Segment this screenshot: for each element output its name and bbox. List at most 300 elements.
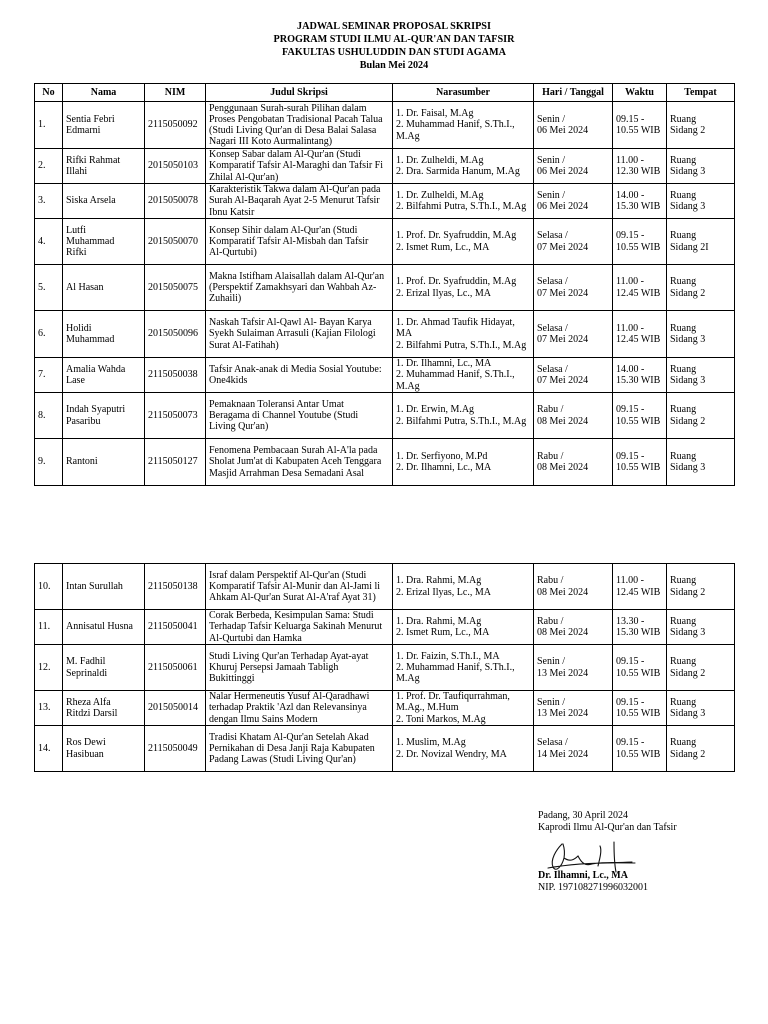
examiners-line: 1. Dr. Zulheldi, M.Ag bbox=[396, 189, 484, 201]
table-row bbox=[35, 311, 735, 358]
table-row bbox=[35, 645, 735, 691]
day-date-line: Rabu / bbox=[537, 450, 564, 462]
student-name-line: Indah Syaputri bbox=[66, 404, 126, 416]
thesis-title-line: Makna Istifham Alaisallah dalam Al-Qur'an bbox=[209, 270, 385, 282]
thesis-title-line: Fenomena Pembacaan Surah Al-A'la pada bbox=[209, 445, 378, 457]
student-nim: 2115050061 bbox=[145, 645, 206, 691]
day-date bbox=[534, 358, 613, 393]
day-date bbox=[534, 265, 613, 311]
thesis-title-line: Corak Berbeda, Kesimpulan Sama: Studi bbox=[209, 610, 374, 622]
time-line: 09.15 - bbox=[616, 450, 645, 462]
signature-position: Kaprodi Ilmu Al-Qur'an dan Tafsir bbox=[538, 821, 677, 833]
day-date bbox=[534, 219, 613, 265]
examiners-line: 1. Dr. Ahmad Taufik Hidayat, bbox=[396, 317, 515, 329]
room-line: Ruang bbox=[670, 737, 697, 749]
table-row bbox=[35, 149, 735, 184]
thesis-title-line: Komparatif Tafsir Al-Munir dan Al-Jami li bbox=[209, 580, 381, 592]
time-line: 09.15 - bbox=[616, 696, 645, 708]
day-date-line: Senin / bbox=[537, 154, 566, 166]
student-name-line: Rheza Alfa bbox=[66, 696, 111, 708]
row-number: 11. bbox=[35, 610, 63, 645]
room bbox=[667, 726, 735, 772]
student-nim: 2115050038 bbox=[145, 358, 206, 393]
time-line: 10.55 WIB bbox=[616, 241, 661, 253]
time bbox=[613, 149, 667, 184]
examiners bbox=[393, 102, 534, 149]
student-name-line: Illahi bbox=[66, 166, 88, 177]
room-line: Ruang bbox=[670, 404, 697, 416]
day-date-line: 07 Mei 2024 bbox=[537, 375, 589, 386]
examiners-line: 2. Ismet Rum, Lc., MA bbox=[396, 627, 490, 638]
day-date-line: Senin / bbox=[537, 189, 566, 201]
time-line: 15.30 WIB bbox=[616, 627, 661, 638]
row-number: 9. bbox=[35, 439, 63, 486]
student-name-line: Muhammad bbox=[66, 235, 115, 247]
thesis-title-line: Konsep Sabar dalam Al-Qur'an (Studi bbox=[209, 149, 361, 161]
table-row bbox=[35, 102, 735, 149]
table-header-row bbox=[35, 84, 735, 102]
room-line: Sidang 3 bbox=[670, 334, 706, 345]
column-header-nim: NIM bbox=[145, 84, 206, 102]
time-line: 11.00 - bbox=[616, 276, 644, 288]
time bbox=[613, 610, 667, 645]
examiners-line: 2. Dr. Ilhamni, Lc., MA bbox=[396, 462, 492, 473]
row-number: 4. bbox=[35, 219, 63, 265]
examiners-line: 1. Dra. Rahmi, M.Ag bbox=[396, 615, 482, 627]
examiners bbox=[393, 149, 534, 184]
student-name-line: Hasibuan bbox=[66, 748, 104, 760]
examiners-line: 1. Prof. Dr. Taufiqurrahman, bbox=[396, 691, 510, 703]
room bbox=[667, 265, 735, 311]
time-line: 09.15 - bbox=[616, 656, 645, 668]
thesis-title-line: Komparatif Tafsir Al-Misbah dan Tafsir bbox=[209, 235, 369, 247]
examiners-line: 2. Toni Markos, M.Ag bbox=[396, 713, 486, 725]
thesis-title-line: Masjid Arrahman Desa Semadani Asal bbox=[209, 467, 364, 479]
thesis-title bbox=[206, 149, 393, 184]
room bbox=[667, 184, 735, 219]
student-name bbox=[63, 265, 145, 311]
student-name bbox=[63, 358, 145, 393]
time-line: 10.55 WIB bbox=[616, 415, 661, 427]
student-name bbox=[63, 439, 145, 486]
table-row bbox=[35, 564, 735, 610]
day-date-line: 08 Mei 2024 bbox=[537, 586, 589, 598]
student-nim: 2115050127 bbox=[145, 439, 206, 486]
time bbox=[613, 726, 667, 772]
row-number: 5. bbox=[35, 265, 63, 311]
thesis-title-line: Tafsir Anak-anak di Media Sosial Youtube: bbox=[209, 363, 382, 375]
thesis-title-line: Karakteristik Takwa dalam Al-Qur'an pada bbox=[209, 184, 381, 196]
thesis-title-line: Zuhaili) bbox=[209, 293, 242, 305]
student-nim: 2115050073 bbox=[145, 393, 206, 439]
room-line: Ruang bbox=[670, 189, 697, 201]
examiners-line: M.Ag bbox=[396, 380, 420, 392]
student-name bbox=[63, 311, 145, 358]
thesis-title-line: One4kids bbox=[209, 375, 248, 386]
thesis-title-line: Ahkam Al-Qur'an Surat Al-A'raf Ayat 31) bbox=[209, 592, 376, 604]
room-line: Sidang 2 bbox=[670, 125, 706, 136]
thesis-title-line: Konsep Sihir dalam Al-Qur'an (Studi bbox=[209, 224, 358, 236]
column-header-judul: Judul Skripsi bbox=[206, 84, 393, 102]
examiners-line: MA bbox=[396, 328, 413, 340]
day-date bbox=[534, 311, 613, 358]
table-row bbox=[35, 691, 735, 726]
row-number: 2. bbox=[35, 149, 63, 184]
day-date bbox=[534, 645, 613, 691]
thesis-title-line: (Studi Living Qur'an di Desa Balai Salasa bbox=[209, 125, 377, 136]
table-row bbox=[35, 439, 735, 486]
student-name-line: Al Hasan bbox=[66, 281, 104, 293]
time bbox=[613, 439, 667, 486]
time-line: 10.55 WIB bbox=[616, 462, 661, 473]
table-row bbox=[35, 219, 735, 265]
thesis-title-line: Khuruj Persepsi Jamaah Tabligh bbox=[209, 661, 339, 673]
student-name bbox=[63, 393, 145, 439]
student-name-line: Muhammad bbox=[66, 334, 115, 345]
day-date-line: Rabu / bbox=[537, 575, 564, 587]
day-date-line: Rabu / bbox=[537, 404, 564, 416]
thesis-title-line: Pernikahan di Desa Janji Raja Kabupaten bbox=[209, 742, 375, 754]
examiners-line: 2. Ismet Rum, Lc., MA bbox=[396, 241, 490, 253]
thesis-title-line: (Perspektif Zamakhsyari dan Wahbah Az- bbox=[209, 281, 377, 293]
thesis-title-line: Studi Living Qur'an Terhadap Ayat-ayat bbox=[209, 650, 369, 662]
room bbox=[667, 564, 735, 610]
student-name-line: M. Fadhil bbox=[66, 656, 106, 668]
signer-name: Dr. Ilhamni, Lc., MA bbox=[538, 870, 628, 881]
examiners-line: M.Ag bbox=[396, 673, 420, 685]
time-line: 11.00 - bbox=[616, 322, 644, 334]
time-line: 11.00 - bbox=[616, 575, 644, 587]
student-name-line: Siska Arsela bbox=[66, 195, 116, 207]
examiners-line: 1. Prof. Dr. Syafruddin, M.Ag bbox=[396, 230, 517, 242]
student-name bbox=[63, 149, 145, 184]
time-line: 10.55 WIB bbox=[616, 748, 661, 760]
column-header-nama: Nama bbox=[63, 84, 145, 102]
student-name-line: Amalia Wahda bbox=[66, 363, 126, 375]
time-line: 14.00 - bbox=[616, 189, 645, 201]
header-faculty: FAKULTAS USHULUDDIN DAN STUDI AGAMA bbox=[282, 47, 506, 58]
room bbox=[667, 149, 735, 184]
day-date bbox=[534, 439, 613, 486]
student-nim: 2015050075 bbox=[145, 265, 206, 311]
room-line: Sidang 3 bbox=[670, 201, 706, 212]
room bbox=[667, 311, 735, 358]
student-name bbox=[63, 726, 145, 772]
table-row bbox=[35, 393, 735, 439]
examiners bbox=[393, 439, 534, 486]
student-name bbox=[63, 184, 145, 219]
thesis-title bbox=[206, 645, 393, 691]
student-name bbox=[63, 564, 145, 610]
day-date-line: 06 Mei 2024 bbox=[537, 166, 589, 177]
room bbox=[667, 439, 735, 486]
day-date-line: Senin / bbox=[537, 113, 566, 125]
column-header-hari-tanggal: Hari / Tanggal bbox=[534, 84, 613, 102]
row-number: 1. bbox=[35, 102, 63, 149]
row-number: 13. bbox=[35, 691, 63, 726]
column-header-tempat: Tempat bbox=[667, 84, 735, 102]
room-line: Ruang bbox=[670, 696, 697, 708]
table-row bbox=[35, 726, 735, 772]
examiners-line: 1. Dr. Erwin, M.Ag bbox=[396, 404, 475, 416]
thesis-title bbox=[206, 564, 393, 610]
examiners bbox=[393, 645, 534, 691]
thesis-title-line: Living Qur'an) bbox=[209, 421, 269, 433]
examiners bbox=[393, 265, 534, 311]
time-line: 12.45 WIB bbox=[616, 586, 661, 598]
examiners-line: 1. Muslim, M.Ag bbox=[396, 737, 466, 749]
room-line: Ruang bbox=[670, 363, 697, 375]
table-row bbox=[35, 184, 735, 219]
time-line: 09.15 - bbox=[616, 737, 645, 749]
day-date-line: Selasa / bbox=[537, 230, 568, 242]
student-name-line: Seprinaldi bbox=[66, 667, 108, 679]
student-name-line: Ros Dewi bbox=[66, 737, 106, 749]
examiners-line: 1. Dr. Faizin, S.Th.I., MA bbox=[396, 650, 500, 662]
thesis-title bbox=[206, 184, 393, 219]
day-date-line: Selasa / bbox=[537, 322, 568, 334]
examiners-line: 2. Bilfahmi Putra, S.Th.I., M.Ag bbox=[396, 339, 527, 351]
student-name-line: Edmarni bbox=[66, 125, 101, 136]
time bbox=[613, 393, 667, 439]
examiners bbox=[393, 184, 534, 219]
thesis-title-line: terhadap Praktik 'Azl dan Relevansinya bbox=[209, 702, 367, 714]
student-nim: 2015050070 bbox=[145, 219, 206, 265]
student-nim: 2115050092 bbox=[145, 102, 206, 149]
time-line: 11.00 - bbox=[616, 154, 644, 166]
time-line: 15.30 WIB bbox=[616, 201, 661, 212]
time-line: 15.30 WIB bbox=[616, 375, 661, 386]
student-name-line: Rifki bbox=[66, 247, 87, 259]
time-line: 10.55 WIB bbox=[616, 708, 661, 719]
row-number: 8. bbox=[35, 393, 63, 439]
thesis-title bbox=[206, 102, 393, 149]
examiners bbox=[393, 311, 534, 358]
student-name bbox=[63, 645, 145, 691]
thesis-title-line: Syekh Sulaiman Arrasuli (Kajian Filologi bbox=[209, 328, 376, 340]
student-name-line: Rantoni bbox=[66, 456, 98, 468]
room bbox=[667, 691, 735, 726]
day-date-line: 07 Mei 2024 bbox=[537, 241, 589, 253]
thesis-title-line: Tradisi Khatam Al-Qur'an Setelah Akad bbox=[209, 731, 369, 743]
thesis-title-line: Al-Qurtubi) bbox=[209, 247, 257, 259]
time-line: 09.15 - bbox=[616, 113, 645, 125]
room bbox=[667, 393, 735, 439]
day-date bbox=[534, 102, 613, 149]
examiners-line: 2. Bilfahmi Putra, S.Th.I., M.Ag bbox=[396, 415, 527, 427]
header-title: JADWAL SEMINAR PROPOSAL SKRIPSI bbox=[297, 21, 491, 32]
day-date-line: 13 Mei 2024 bbox=[537, 708, 589, 719]
time-line: 12.30 WIB bbox=[616, 166, 661, 177]
examiners-line: M.Ag bbox=[396, 130, 420, 142]
day-date-line: 06 Mei 2024 bbox=[537, 125, 589, 136]
examiners-line: 2. Dr. Novizal Wendry, MA bbox=[396, 748, 507, 760]
room-line: Ruang bbox=[670, 450, 697, 462]
column-header-waktu: Waktu bbox=[613, 84, 667, 102]
room-line: Sidang 2 bbox=[670, 667, 706, 679]
thesis-title-line: Terhadap Tafsir Keluarga Sakinah Menurut bbox=[209, 621, 383, 633]
handwritten-signature bbox=[540, 832, 640, 876]
thesis-title bbox=[206, 439, 393, 486]
examiners bbox=[393, 393, 534, 439]
schedule-table-part-1 bbox=[34, 83, 735, 486]
day-date bbox=[534, 184, 613, 219]
student-name bbox=[63, 102, 145, 149]
day-date bbox=[534, 564, 613, 610]
room-line: Sidang 3 bbox=[670, 462, 706, 473]
student-nim: 2015050078 bbox=[145, 184, 206, 219]
room-line: Sidang 2 bbox=[670, 748, 706, 760]
examiners-line: 2. Muhammad Hanif, S.Th.I., bbox=[396, 661, 515, 673]
room-line: Sidang 2I bbox=[670, 241, 709, 253]
thesis-title bbox=[206, 393, 393, 439]
student-name-line: Sentia Febri bbox=[66, 113, 115, 125]
student-name-line: Intan Surullah bbox=[66, 580, 123, 592]
day-date bbox=[534, 726, 613, 772]
thesis-title-line: Proses Pengobatan Tradisional Pacah Talua bbox=[209, 113, 383, 125]
time bbox=[613, 219, 667, 265]
thesis-title-line: Surat Al-Fatihah) bbox=[209, 339, 279, 351]
column-header-narasumber: Narasumber bbox=[393, 84, 534, 102]
day-date-line: Senin / bbox=[537, 656, 566, 668]
day-date bbox=[534, 691, 613, 726]
student-name-line: Ritdzi Darsil bbox=[66, 708, 118, 719]
day-date-line: 07 Mei 2024 bbox=[537, 287, 589, 299]
room bbox=[667, 645, 735, 691]
thesis-title-line: Zhilal Al-Qur'an) bbox=[209, 171, 279, 183]
room-line: Ruang bbox=[670, 615, 697, 627]
student-name-line: Annisatul Husna bbox=[66, 621, 133, 633]
room-line: Sidang 3 bbox=[670, 375, 706, 386]
thesis-title-line: Sholat Jum'at di Kabupaten Aceh Tenggara bbox=[209, 456, 382, 468]
thesis-title-line: Naskah Tafsir Al-Qawl Al- Bayan Karya bbox=[209, 317, 372, 329]
room-line: Sidang 3 bbox=[670, 708, 706, 719]
day-date-line: Selasa / bbox=[537, 276, 568, 288]
header-program: PROGRAM STUDI ILMU AL-QUR'AN DAN TAFSIR bbox=[273, 34, 515, 45]
thesis-title bbox=[206, 265, 393, 311]
examiners-line: 1. Prof. Dr. Syafruddin, M.Ag bbox=[396, 276, 517, 288]
room bbox=[667, 358, 735, 393]
thesis-title bbox=[206, 726, 393, 772]
examiners-line: 1. Dr. Serfiyono, M.Pd bbox=[396, 450, 488, 462]
time bbox=[613, 691, 667, 726]
table-row bbox=[35, 358, 735, 393]
signature-place-date: Padang, 30 April 2024 bbox=[538, 810, 628, 821]
room-line: Sidang 2 bbox=[670, 586, 706, 598]
thesis-title-line: Beragama di Channel Youtube (Studi bbox=[209, 409, 359, 421]
day-date bbox=[534, 149, 613, 184]
room-line: Sidang 2 bbox=[670, 287, 706, 299]
day-date-line: Senin / bbox=[537, 696, 566, 708]
examiners bbox=[393, 610, 534, 645]
room-line: Ruang bbox=[670, 276, 697, 288]
room-line: Ruang bbox=[670, 575, 697, 587]
row-number: 12. bbox=[35, 645, 63, 691]
student-name-line: Holidi bbox=[66, 322, 92, 334]
room-line: Ruang bbox=[670, 656, 697, 668]
day-date-line: 08 Mei 2024 bbox=[537, 462, 589, 473]
room-line: Sidang 3 bbox=[670, 166, 706, 177]
time bbox=[613, 184, 667, 219]
examiners-line: 2. Erizal Ilyas, Lc., MA bbox=[396, 287, 491, 299]
time-line: 13.30 - bbox=[616, 615, 645, 627]
room-line: Sidang 3 bbox=[670, 627, 706, 638]
time-line: 12.45 WIB bbox=[616, 287, 661, 299]
time-line: 14.00 - bbox=[616, 363, 645, 375]
thesis-title bbox=[206, 358, 393, 393]
row-number: 6. bbox=[35, 311, 63, 358]
student-name bbox=[63, 219, 145, 265]
thesis-title-line: Israf dalam Perspektif Al-Qur'an (Studi bbox=[209, 569, 367, 581]
header-month: Bulan Mei 2024 bbox=[359, 60, 429, 71]
day-date-line: 14 Mei 2024 bbox=[537, 748, 589, 760]
student-nim: 2115050138 bbox=[145, 564, 206, 610]
day-date-line: 06 Mei 2024 bbox=[537, 201, 589, 212]
student-name-line: Rifki Rahmat bbox=[66, 154, 121, 166]
signer-nip: NIP. 197108271996032001 bbox=[538, 881, 649, 893]
examiners bbox=[393, 691, 534, 726]
examiners-line: 1. Dr. Zulheldi, M.Ag bbox=[396, 154, 484, 166]
day-date-line: 08 Mei 2024 bbox=[537, 627, 589, 638]
day-date-line: Rabu / bbox=[537, 615, 564, 627]
day-date-line: Selasa / bbox=[537, 363, 568, 375]
day-date-line: Selasa / bbox=[537, 737, 568, 749]
student-nim: 2015050096 bbox=[145, 311, 206, 358]
examiners-line: 1. Dr. Ilhamni, Lc., MA bbox=[396, 358, 492, 370]
thesis-title-line: Padang Lawas (Studi Living Qur'an) bbox=[209, 754, 356, 766]
row-number: 10. bbox=[35, 564, 63, 610]
examiners bbox=[393, 564, 534, 610]
time bbox=[613, 645, 667, 691]
time-line: 12.45 WIB bbox=[616, 334, 661, 345]
time-line: 10.55 WIB bbox=[616, 125, 661, 136]
room bbox=[667, 610, 735, 645]
day-date-line: 13 Mei 2024 bbox=[537, 667, 589, 679]
student-nim: 2115050041 bbox=[145, 610, 206, 645]
thesis-title bbox=[206, 219, 393, 265]
thesis-title-line: Ibnu Katsir bbox=[209, 206, 255, 218]
student-name bbox=[63, 610, 145, 645]
examiners-line: 2. Muhammad Hanif, S.Th.I., bbox=[396, 119, 515, 131]
schedule-table-part-2 bbox=[34, 563, 735, 772]
room-line: Ruang bbox=[670, 113, 697, 125]
examiners-line: 1. Dr. Faisal, M.Ag bbox=[396, 108, 474, 120]
time-line: 09.15 - bbox=[616, 404, 645, 416]
room bbox=[667, 102, 735, 149]
student-nim: 2015050103 bbox=[145, 149, 206, 184]
thesis-title-line: Nagari III Koto Aurmalintang) bbox=[209, 136, 333, 148]
row-number: 7. bbox=[35, 358, 63, 393]
examiners-line: 2. Dra. Sarmida Hanum, M.Ag bbox=[396, 166, 520, 177]
thesis-title bbox=[206, 691, 393, 726]
student-name-line: Pasaribu bbox=[66, 415, 101, 427]
thesis-title-line: Bukittinggi bbox=[209, 673, 255, 685]
examiners-line: 2. Muhammad Hanif, S.Th.I., bbox=[396, 369, 515, 381]
examiners-line: M.Ag., M.Hum bbox=[396, 702, 459, 714]
thesis-title-line: Al-Qurtubi dan Hamka bbox=[209, 632, 302, 644]
table-row bbox=[35, 265, 735, 311]
room-line: Ruang bbox=[670, 322, 697, 334]
student-nim: 2115050049 bbox=[145, 726, 206, 772]
time-line: 10.55 WIB bbox=[616, 667, 661, 679]
document-header bbox=[0, 20, 768, 72]
time-line: 09.15 - bbox=[616, 230, 645, 242]
thesis-title-line: Pemaknaan Toleransi Antar Umat bbox=[209, 398, 344, 410]
thesis-title-line: Nalar Hermeneutis Yusuf Al-Qaradhawi bbox=[209, 691, 370, 703]
row-number: 3. bbox=[35, 184, 63, 219]
examiners bbox=[393, 726, 534, 772]
time bbox=[613, 311, 667, 358]
